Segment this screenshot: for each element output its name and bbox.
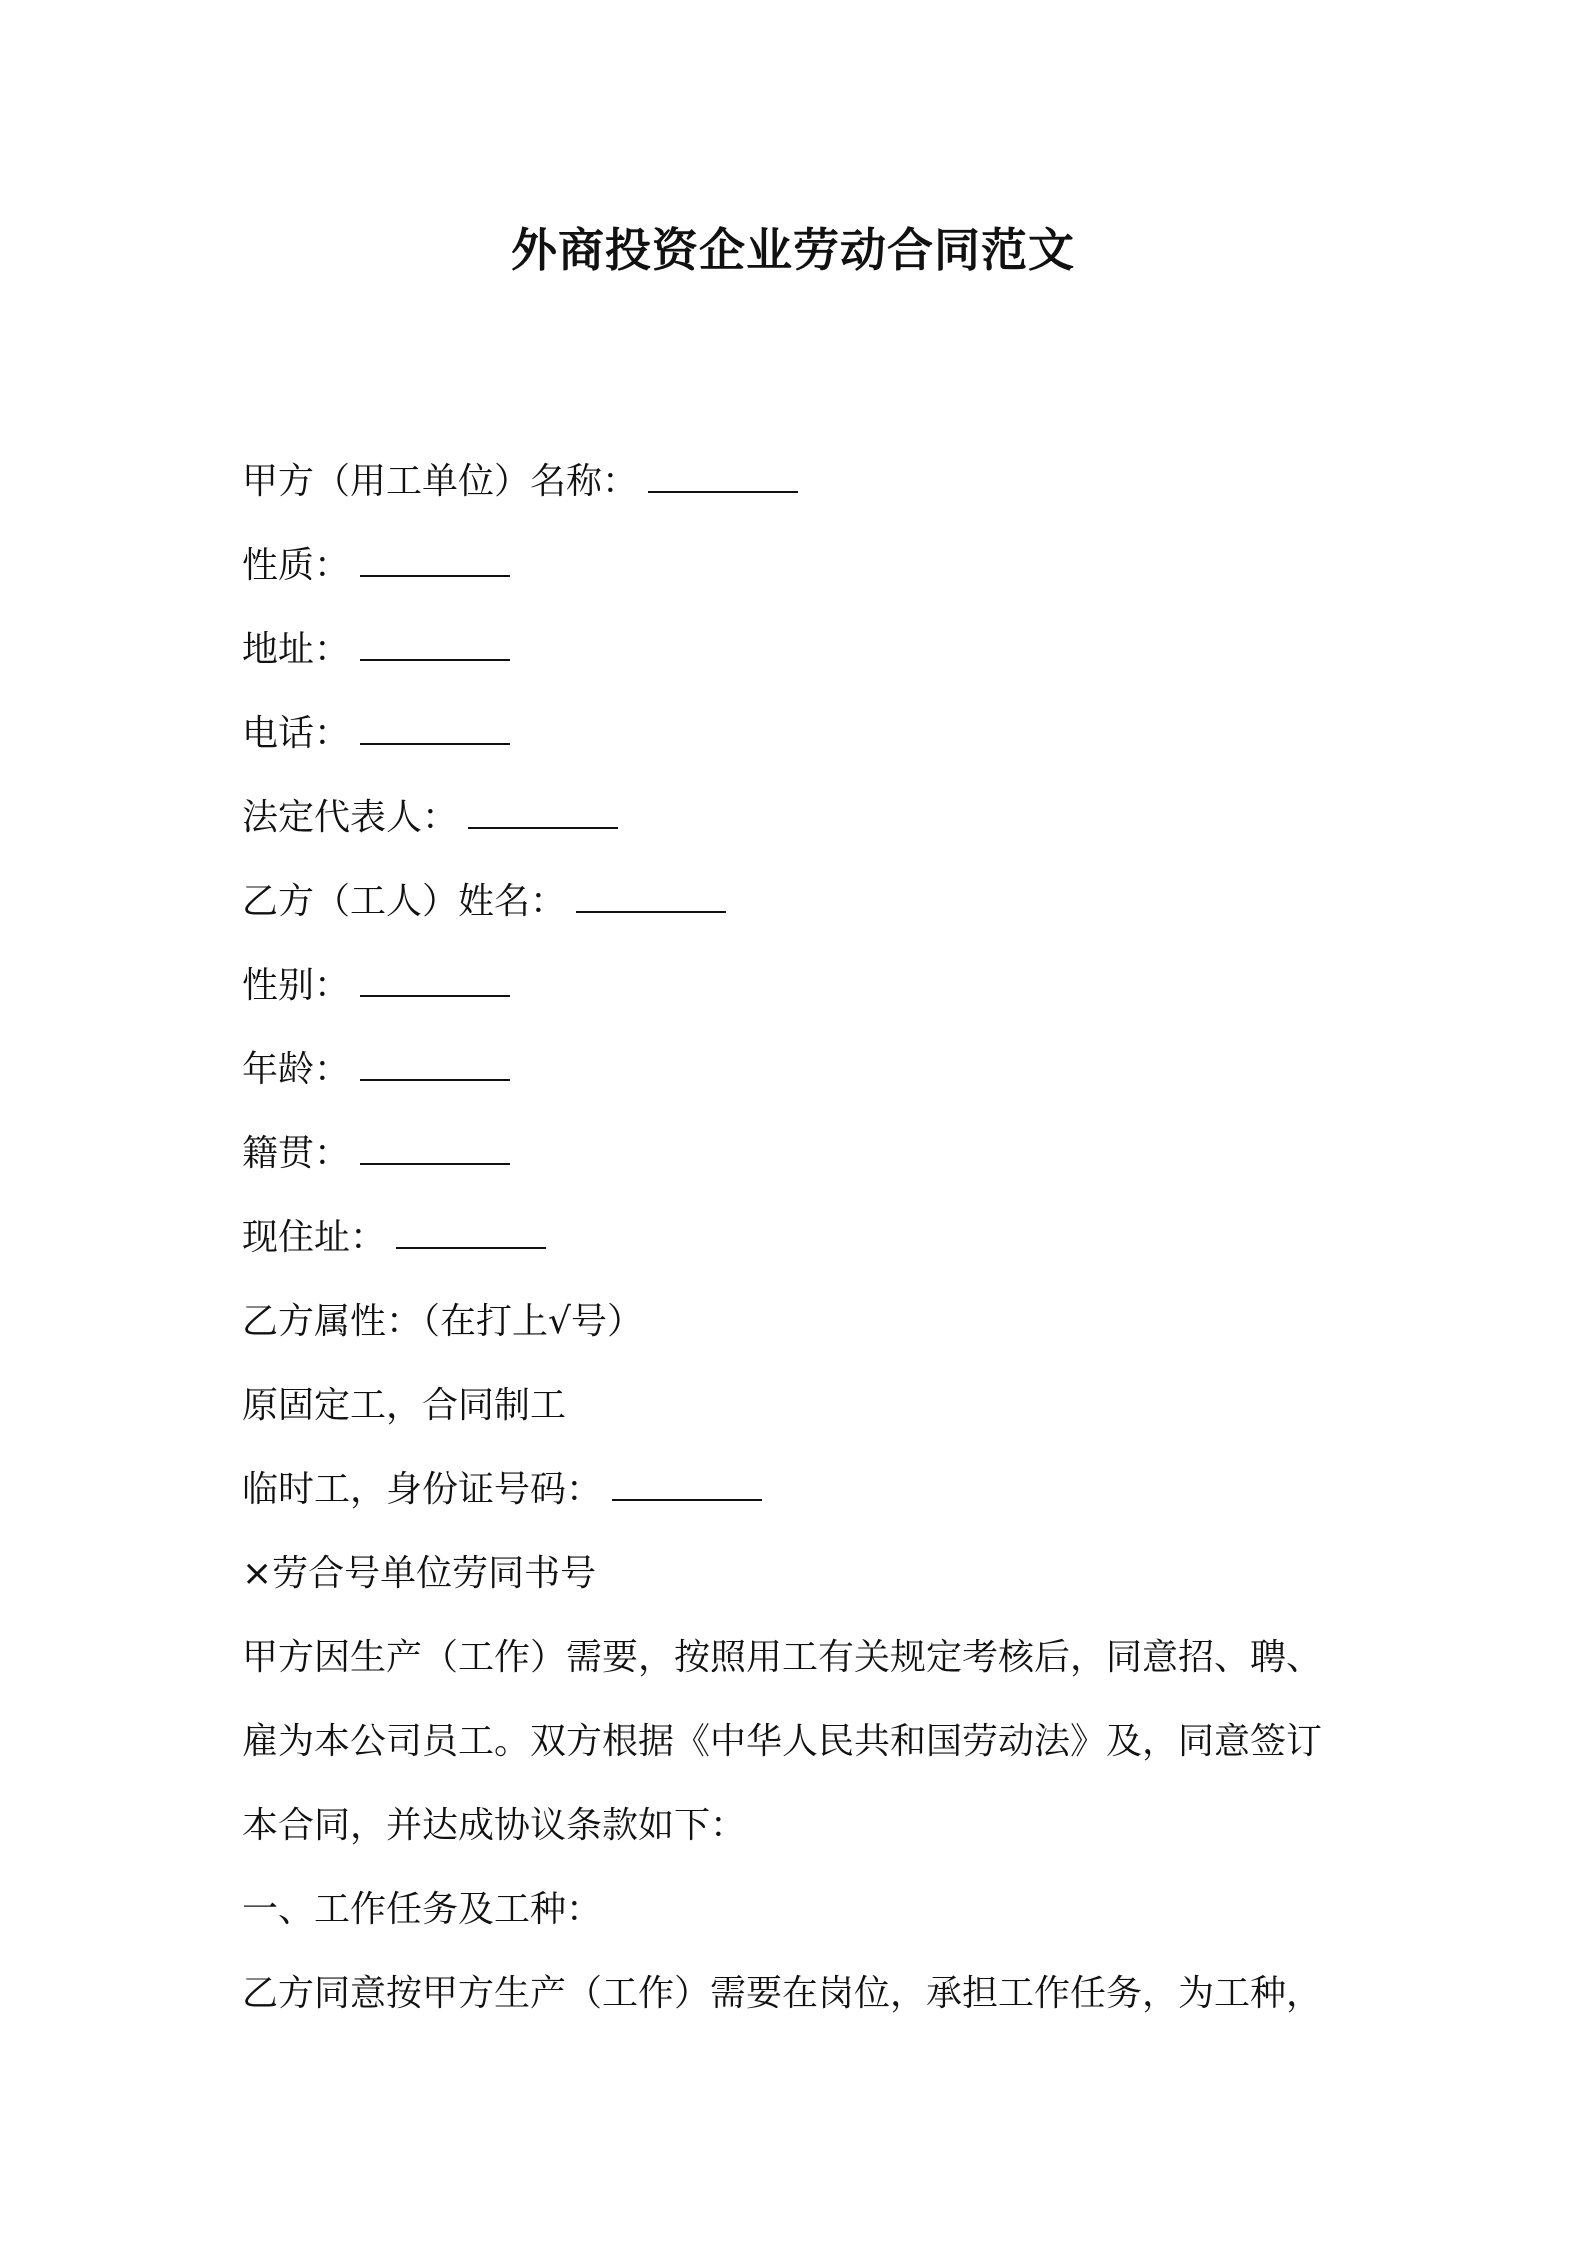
document-title: 外商投资企业劳动合同范文 [511, 223, 1075, 277]
fill-in-blank [360, 695, 510, 745]
field-label: 临时工，身份证号码： [242, 1469, 603, 1510]
field-label: 年龄： [242, 1049, 351, 1090]
field-label: 法定代表人： [242, 797, 459, 838]
field-label: 性别： [242, 965, 351, 1006]
field-age [242, 1028, 1362, 1112]
paragraph-line: 雇为本公司员工。双方根据《中华人民共和国劳动法》及，同意签订 [242, 1721, 1323, 1762]
fill-in-blank [360, 1115, 510, 1165]
field-party-a-name [242, 440, 1362, 524]
worker-type-options: 原固定工，合同制工 [242, 1385, 567, 1426]
field-party-b-name [242, 860, 1362, 944]
fill-in-blank [648, 443, 798, 493]
field-label: 甲方（用工单位）名称： [242, 461, 639, 502]
fill-in-blank [576, 863, 726, 913]
fill-in-blank [612, 1451, 762, 1501]
fill-in-blank [360, 947, 510, 997]
contract-number-line: ×劳合号单位劳同书号 [242, 1553, 597, 1594]
field-label: 电话： [242, 713, 351, 754]
field-native-place [242, 1112, 1362, 1196]
field-label: 乙方（工人）姓名： [242, 881, 567, 922]
paragraph-line: 本合同，并达成协议条款如下： [242, 1805, 747, 1846]
fill-in-blank [360, 611, 510, 661]
fill-in-blank [468, 779, 618, 829]
field-nature [242, 524, 1362, 608]
field-phone [242, 692, 1362, 776]
field-address [242, 608, 1362, 692]
section-heading: 一、工作任务及工种： [242, 1889, 603, 1930]
paragraph-line: 乙方同意按甲方生产（工作）需要在岗位，承担工作任务，为工种， [242, 1973, 1323, 2014]
party-b-attribute: 乙方属性：（在打上√号） [242, 1301, 643, 1342]
field-id-number [242, 1448, 1362, 1532]
field-label: 地址： [242, 629, 351, 670]
field-legal-representative [242, 776, 1362, 860]
field-gender [242, 944, 1362, 1028]
fill-in-blank [396, 1199, 546, 1249]
fill-in-blank [360, 1031, 510, 1081]
field-label: 籍贯： [242, 1133, 351, 1174]
paragraph-line: 甲方因生产（工作）需要，按照用工有关规定考核后，同意招、聘、 [242, 1637, 1323, 1678]
field-current-address [242, 1196, 1362, 1280]
field-label: 性质： [242, 545, 351, 586]
fill-in-blank [360, 527, 510, 577]
document-body [242, 440, 1362, 2036]
field-label: 现住址： [242, 1217, 387, 1258]
